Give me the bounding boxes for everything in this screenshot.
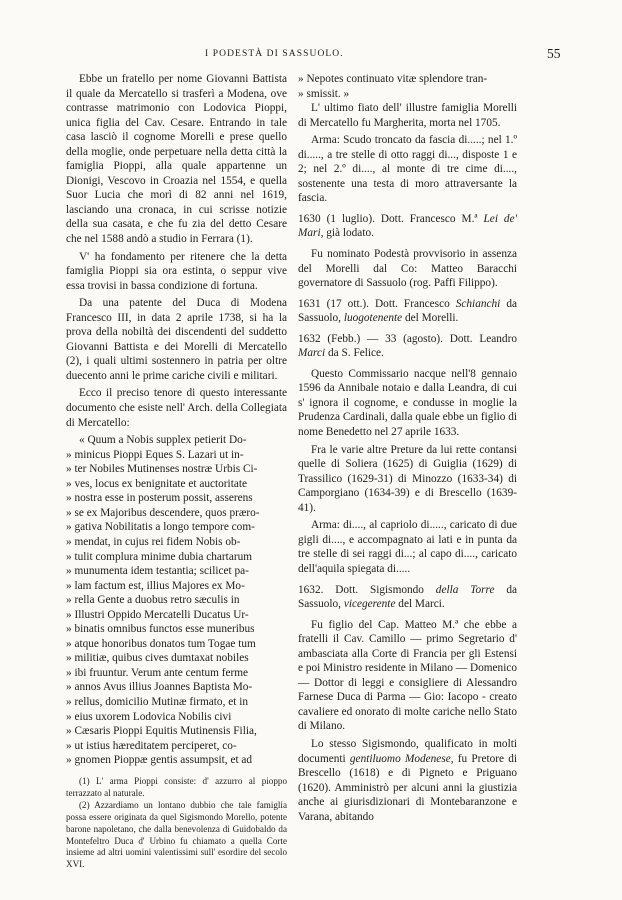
paragraph-figlio: Fu figlio del Cap. Matteo M.ª che ebbe a fratelli il Cav. Camillo — primo Segretario d' ambasciata alla Corte di Francia per gli Estensi e poi Ministro residente in Milano — Domenico — Dottor di leggi e consigliere di Alessandro Farnese Duca di Parma — Gio: Iacopo - creato cavaliere ed onorato di molte cariche nello Stato di Milano. [298, 618, 517, 733]
footnote-1: (1) L' arma Pioppi consiste: d' azzurro al pioppo terrazzato al naturale. [66, 775, 287, 798]
paragraph-fondamento: V' ha fondamento per ritenere che la detta famiglia Pioppi sia ora estinta, o seppur vive essa trovisi in bassa condizione di fortuna. [66, 250, 287, 292]
entry-1630-prefix: 1630 (1 luglio). Dott. Francesco M.ª [298, 212, 478, 225]
quote-line: » Cæsaris Pioppi Equitis Mutinensis Filia, [66, 725, 257, 738]
entry-1632-surname: della Torre [435, 583, 495, 596]
quote-line: » ves, locus ex benignitate et auctoritate [66, 477, 247, 490]
paragraph-ultimo-fiato: L' ultimo fiato dell' illustre famiglia Morelli di Mercatello fu Margherita, morta nel 1705. [298, 102, 517, 129]
quote-line: » mendat, in cujus rei fidem Nobis ob- [66, 535, 241, 548]
running-title: I PODESTÀ DI SASSUOLO. [205, 49, 344, 59]
paragraph-nominato: Fu nominato Podestà provvisorio in assenza del Morelli dal Co: Matteo Baracchi governatore di Sassuolo (rog. Paffi Filippo). [298, 248, 517, 290]
entry-1632-feb [298, 332, 517, 361]
entry-1632-prefix: 1632. Dott. Sigismondo [298, 583, 424, 596]
latin-quote [66, 433, 287, 768]
paragraph-arma-marci: Arma: di...., al capriolo di....., caricato di due gigli di...., e accompagnato ai lati e in punta da tre stelle di sei raggi di...; al capo di...., caricato dell'aquila spiegata di..... [298, 519, 517, 575]
right-column [298, 72, 517, 827]
entry-1632-feb-suffix: da S. Felice. [328, 347, 384, 360]
quote-line: » tulit complura minime dubia chartarum [66, 550, 253, 563]
entry-1632-feb-prefix: 1632 (Febb.) — 33 (agosto). Dott. Leandro [298, 332, 517, 345]
latin-quote-end [298, 72, 517, 101]
quote-line: » smissit. » [298, 87, 350, 100]
paragraph-tenore: Ecco il preciso tenore di questo interessante documento che esiste nell' Arch. della Collegiata di Mercatello: [66, 387, 287, 429]
paragraph-sigismondo [298, 737, 517, 824]
quote-line: » eius uxorem Lodovica Nobilis civi [66, 710, 232, 723]
entry-1632-middle: da Sassuolo, [298, 583, 517, 611]
entry-1631-suffix: del Morelli. [405, 312, 459, 325]
quote-line: » rella Gente a duobus retro sæculis in [66, 594, 240, 607]
quote-line: » gnomen Pioppæ gentis assumpsit, et ad [66, 754, 253, 767]
quote-line: » lam factum est, illius Majores ex Mo- [66, 579, 245, 592]
footnotes [66, 776, 287, 871]
entry-1632-role: vicegerente [343, 598, 396, 611]
entry-1630-suffix: già lodato. [326, 227, 374, 240]
quote-line: » ibi fruuntur. Verum ante centum ferme [66, 666, 249, 679]
left-column [66, 72, 287, 872]
paragraph-preture: Fra le varie altre Preture da lui rette contansi quelle di Soliera (1625) di Guiglia (1629) di Trassilico (1629-31) di Minozzo (1633-34) di Camporgiano (1634-39) e di Brescello (1639-41). [298, 443, 517, 514]
quote-line: » annos Avus illius Joannes Baptista Mo- [66, 681, 253, 694]
quote-line: » militiæ, quibus cives dumtaxat nobiles [66, 652, 249, 665]
entry-1631-middle: da Sassuolo, [298, 297, 517, 325]
quote-line: » minicus Pioppi Eques S. Lazari ut in- [66, 448, 244, 461]
quote-line: » gativa Nobilitatis a longo tempore com- [66, 521, 255, 534]
entry-1632-suffix: del Marci. [398, 598, 445, 611]
running-header [0, 46, 622, 64]
entry-1631 [298, 297, 517, 326]
entry-1631-role: luogotenente [343, 312, 403, 325]
entry-1631-surname: Schianchi [455, 297, 501, 310]
quote-line: » Nepotes continuato vitæ splendore tran- [298, 73, 488, 85]
quote-line: » ut istius hæreditatem perciperet, co- [66, 739, 237, 752]
sigismondo-italic: gentiluomo Modenese, [349, 752, 454, 765]
entry-1630-surname: Lei de' Mari, [298, 212, 518, 240]
entry-1630 [298, 212, 517, 241]
entry-1631-prefix: 1631 (17 ott.). Dott. Francesco [298, 297, 450, 310]
paragraph-patente: Da una patente del Duca di Modena Francesco III, in data 2 aprile 1738, si ha la prova della nobiltà dei discendenti del suddetto Giovanni Battista e dei Morelli di Mercatello (2), i quali ultimi sostennero in patria per oltre duecento anni le prime cariche civili e militari. [66, 297, 287, 382]
quote-line: » se ex Majoribus descendere, quos præro- [66, 506, 260, 519]
quote-line: » ter Nobiles Mutinenses nostræ Urbis Ci- [66, 463, 258, 476]
footnote-2: (2) Azzardiamo un lontano dubbio che tale famiglia possa essere originata da quel Sigismondo Morello, potente barone napoletano, che dalla benevolenza di Guidobaldo da Montefeltro Duca d' Urbino fu chiamato a quella Corte insieme ad altri uomini valentissimi sull' esordire del secolo XVI. [66, 800, 287, 870]
quote-line: « Quum a Nobis supplex petierit Do- [79, 434, 247, 447]
page-number: 55 [547, 46, 561, 61]
quote-line: » rellus, domicilio Mutinæ firmato, et in [66, 695, 248, 708]
paragraph-arma-morelli: Arma: Scudo troncato da fascia di.....; nel 1.º di....., a tre stelle di otto raggi di..., disposte 1 e 2; nel 2.º di...., al monte di tre cime di...., sostenente una testa di moro attraversante la fascia. [298, 134, 517, 205]
quote-line: » atque honoribus donatos tum Togae tum [66, 637, 256, 650]
paragraph-fratello: Ebbe un fratello per nome Giovanni Battista il quale da Mercatello si trasferì a Modena, ove contrasse matrimonio con Lodovica Pioppi, unica figlia del Cav. Cesare. Entrando in tale casa lasciò il cognome Morelli e prese quello della moglie, onde perpetuare nella detta città la famiglia Pioppi, alla quale appartenne un Dionigi, Vescovo in Croazia nel 1554, e quella Suor Lucia che morì di 82 anni nel 1619, lasciando una cronaca, in cui scrisse notizie della sua casata, e che fu zia del detto Cesare che nel 1588 andò a studio in Ferrara (1). [66, 73, 287, 246]
quote-line: » binatis omnibus functos esse muneribus [66, 623, 255, 636]
quote-line: » nostra esse in posterum possit, asserens [66, 492, 253, 505]
quote-line: » munumenta idem testantia; scilicet pa- [66, 565, 249, 578]
entry-1632-feb-surname: Marci [298, 347, 326, 360]
quote-line: » Illustri Oppido Mercatelli Ducatus Ur- [66, 608, 249, 621]
entry-1632 [298, 583, 517, 612]
paragraph-commissario: Questo Commissario nacque nell'8 gennaio 1596 da Annibale notaio e dalla Leandra, di cui s' ignora il cognome, e condusse in moglie la Prudenza Cardinali, dalla quale ebbe un figlio di nome Benedetto nel 27 aprile 1633. [298, 367, 517, 439]
sigismondo-text-a: Lo stesso Sigismondo, qualificato in molti documenti [298, 737, 517, 765]
sigismondo-text-b: fu Pretore di Brescello (1618) e di Pigneto e Priguano (1620). Amministrò per alcuni anni la giustizia anche ai giurisdizionari di Montebaranzone e Varana, abitando [298, 752, 518, 823]
